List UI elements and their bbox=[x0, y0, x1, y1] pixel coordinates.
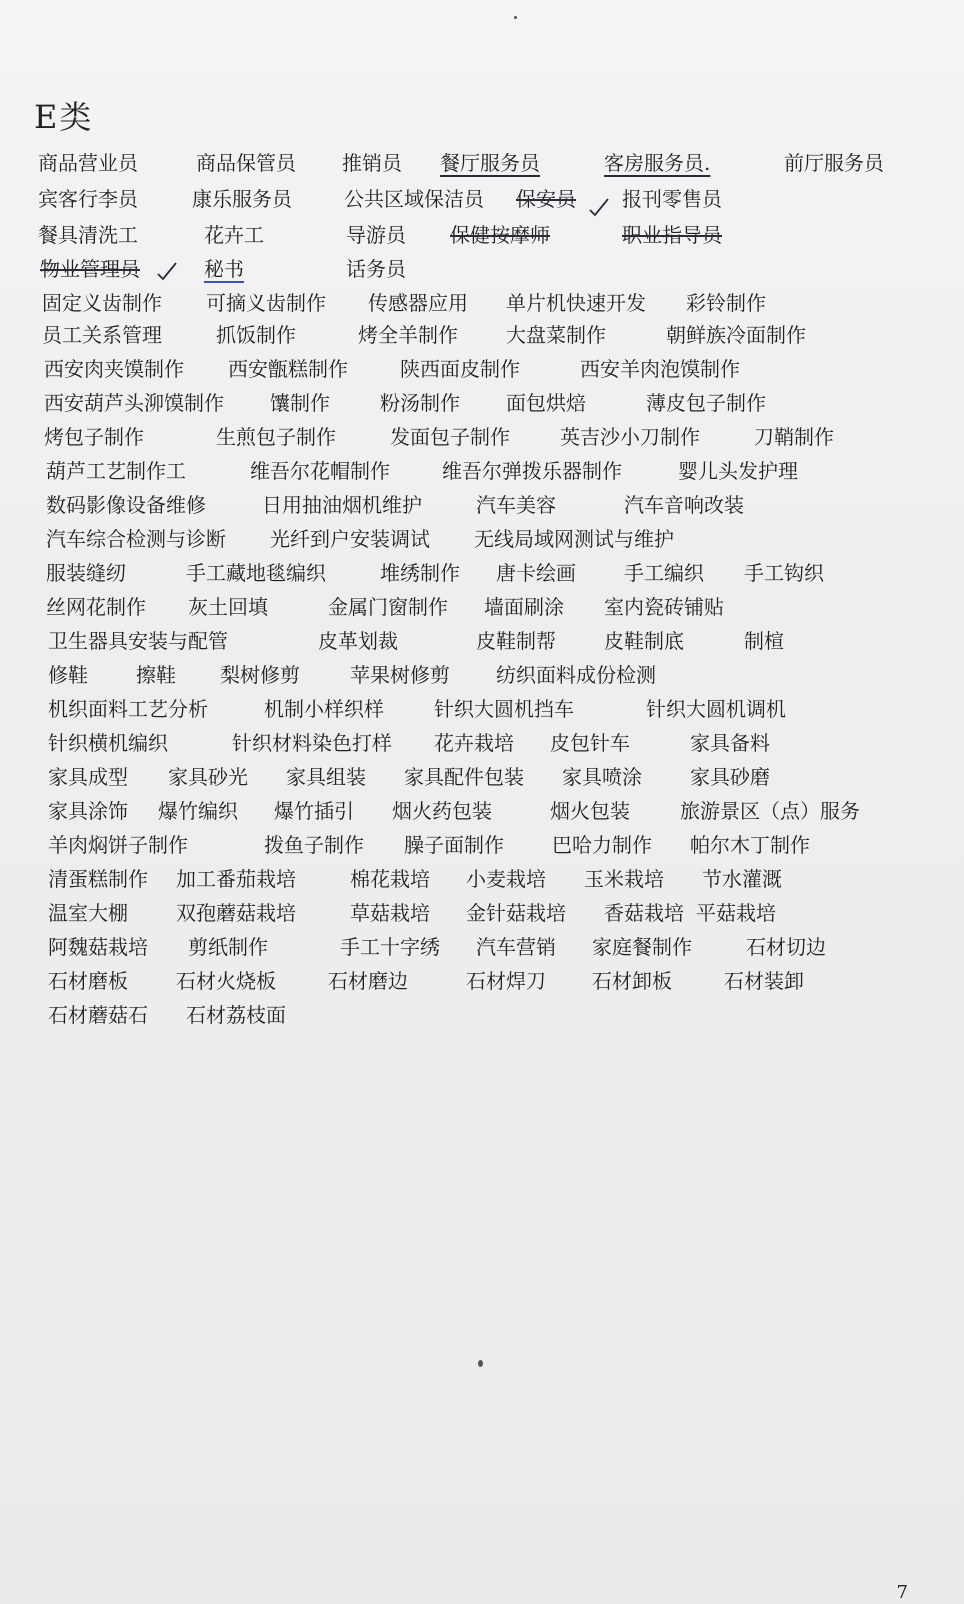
pen-check-icon bbox=[156, 260, 178, 282]
list-row bbox=[0, 900, 964, 930]
occupation-item: 大盘菜制作 bbox=[506, 323, 606, 347]
occupation-item: 公共区域保洁员 bbox=[344, 187, 484, 211]
occupation-item: 汽车音响改装 bbox=[624, 493, 744, 517]
occupation-item: 石材火烧板 bbox=[176, 969, 276, 993]
list-row bbox=[0, 798, 964, 828]
occupation-item: 数码影像设备维修 bbox=[46, 493, 206, 517]
occupation-item: 皮鞋制底 bbox=[604, 629, 684, 653]
list-row bbox=[0, 526, 964, 556]
occupation-item: 机制小样织样 bbox=[264, 697, 384, 721]
occupation-item: 拨鱼子制作 bbox=[264, 833, 364, 857]
occupation-item: 阿魏菇栽培 bbox=[48, 935, 148, 959]
paper-speck bbox=[514, 16, 517, 19]
list-row bbox=[0, 560, 964, 590]
list-row bbox=[0, 458, 964, 488]
occupation-item: 家具配件包装 bbox=[404, 765, 524, 789]
occupation-item: 员工关系管理 bbox=[42, 323, 162, 347]
occupation-item: 面包烘焙 bbox=[506, 391, 586, 415]
occupation-item: 石材焊刀 bbox=[466, 969, 546, 993]
occupation-item: 针织大圆机调机 bbox=[646, 697, 786, 721]
occupation-item: 传感器应用 bbox=[368, 291, 468, 315]
occupation-item: 西安肉夹馍制作 bbox=[44, 357, 184, 381]
occupation-item: 手工藏地毯编织 bbox=[186, 561, 326, 585]
occupation-item: 餐厅服务员 bbox=[440, 151, 540, 175]
list-row bbox=[0, 764, 964, 794]
occupation-item: 烟火包装 bbox=[550, 799, 630, 823]
occupation-item: 发面包子制作 bbox=[390, 425, 510, 449]
list-row bbox=[0, 934, 964, 964]
occupation-item: 石材卸板 bbox=[592, 969, 672, 993]
occupation-item: 清蛋糕制作 bbox=[48, 867, 148, 891]
occupation-item: 彩铃制作 bbox=[686, 291, 766, 315]
occupation-item: 抓饭制作 bbox=[216, 323, 296, 347]
list-row bbox=[0, 594, 964, 624]
occupation-item: 堆绣制作 bbox=[380, 561, 460, 585]
occupation-item: 针织横机编织 bbox=[48, 731, 168, 755]
occupation-item: 报刊零售员 bbox=[622, 187, 722, 211]
occupation-item: 帕尔木丁制作 bbox=[690, 833, 810, 857]
occupation-item: 花卉栽培 bbox=[434, 731, 514, 755]
occupation-item: 日用抽油烟机维护 bbox=[262, 493, 422, 517]
occupation-item: 金属门窗制作 bbox=[328, 595, 448, 619]
occupation-item: 光纤到户安装调试 bbox=[270, 527, 430, 551]
occupation-item: 粉汤制作 bbox=[380, 391, 460, 415]
occupation-item: 巴哈力制作 bbox=[552, 833, 652, 857]
occupation-item: 丝网花制作 bbox=[46, 595, 146, 619]
list-row bbox=[0, 424, 964, 454]
occupation-item: 婴儿头发护理 bbox=[678, 459, 798, 483]
occupation-item: 汽车综合检测与诊断 bbox=[46, 527, 226, 551]
list-row bbox=[0, 256, 964, 286]
occupation-item: 唐卡绘画 bbox=[496, 561, 576, 585]
occupation-item: 馕制作 bbox=[270, 391, 330, 415]
occupation-item: 烤包子制作 bbox=[44, 425, 144, 449]
occupation-item: 金针菇栽培 bbox=[466, 901, 566, 925]
occupation-item: 家具备料 bbox=[690, 731, 770, 755]
occupation-item: 纺织面料成份检测 bbox=[496, 663, 656, 687]
list-row bbox=[0, 222, 964, 252]
occupation-item: 家具喷涂 bbox=[562, 765, 642, 789]
list-row bbox=[0, 696, 964, 726]
list-row bbox=[0, 662, 964, 692]
occupation-item: 爆竹编织 bbox=[158, 799, 238, 823]
occupation-item: 羊肉焖饼子制作 bbox=[48, 833, 188, 857]
occupation-item: 苹果树修剪 bbox=[350, 663, 450, 687]
occupation-item: 餐具清洗工 bbox=[38, 223, 138, 247]
occupation-item: 导游员 bbox=[346, 223, 406, 247]
occupation-item: 草菇栽培 bbox=[350, 901, 430, 925]
occupation-item: 宾客行李员 bbox=[38, 187, 138, 211]
occupation-item: 擦鞋 bbox=[136, 663, 176, 687]
occupation-item: 薄皮包子制作 bbox=[646, 391, 766, 415]
occupation-item: 皮包针车 bbox=[550, 731, 630, 755]
occupation-item: 皮革划裁 bbox=[318, 629, 398, 653]
list-row bbox=[0, 492, 964, 522]
occupation-item: 商品保管员 bbox=[196, 151, 296, 175]
occupation-item: 家庭餐制作 bbox=[592, 935, 692, 959]
occupation-item: 温室大棚 bbox=[48, 901, 128, 925]
occupation-item: 葫芦工艺制作工 bbox=[46, 459, 186, 483]
occupation-item: 灰土回填 bbox=[188, 595, 268, 619]
occupation-item: 可摘义齿制作 bbox=[206, 291, 326, 315]
occupation-item: 单片机快速开发 bbox=[506, 291, 646, 315]
paper-speck bbox=[478, 1360, 483, 1367]
occupation-item: 刀鞘制作 bbox=[754, 425, 834, 449]
occupation-item: 爆竹插引 bbox=[274, 799, 354, 823]
occupation-item: 家具涂饰 bbox=[48, 799, 128, 823]
occupation-item: 服装缝纫 bbox=[46, 561, 126, 585]
occupation-item: 英吉沙小刀制作 bbox=[560, 425, 700, 449]
occupation-item: 家具组装 bbox=[286, 765, 366, 789]
occupation-item: 针织材料染色打样 bbox=[232, 731, 392, 755]
occupation-item: 石材切边 bbox=[746, 935, 826, 959]
occupation-item: 修鞋 bbox=[48, 663, 88, 687]
list-row bbox=[0, 356, 964, 386]
page-number: 7 bbox=[896, 1582, 908, 1603]
occupation-item: 花卉工 bbox=[204, 223, 264, 247]
occupation-item: 玉米栽培 bbox=[584, 867, 664, 891]
occupation-item: 双孢蘑菇栽培 bbox=[176, 901, 296, 925]
occupation-item: 加工番茄栽培 bbox=[176, 867, 296, 891]
occupation-item: 机织面料工艺分析 bbox=[48, 697, 208, 721]
occupation-item: 石材磨板 bbox=[48, 969, 128, 993]
occupation-item: 推销员 bbox=[342, 151, 402, 175]
list-row bbox=[0, 730, 964, 760]
list-row bbox=[0, 150, 964, 180]
list-row bbox=[0, 832, 964, 862]
occupation-item: 汽车营销 bbox=[476, 935, 556, 959]
occupation-item: 西安葫芦头泖馍制作 bbox=[44, 391, 224, 415]
occupation-item: 平菇栽培 bbox=[696, 901, 776, 925]
list-row bbox=[0, 186, 964, 216]
occupation-item: 职业指导员 bbox=[622, 223, 722, 247]
occupation-item: 香菇栽培 bbox=[604, 901, 684, 925]
occupation-item: 手工钩织 bbox=[744, 561, 824, 585]
occupation-item: 针织大圆机挡车 bbox=[434, 697, 574, 721]
occupation-item: 保健按摩师 bbox=[450, 223, 550, 247]
occupation-item: 客房服务员. bbox=[604, 151, 711, 175]
occupation-item: 无线局域网测试与维护 bbox=[474, 527, 674, 551]
occupation-item: 话务员 bbox=[346, 257, 406, 281]
occupation-item: 皮鞋制帮 bbox=[476, 629, 556, 653]
category-heading: E类 bbox=[34, 98, 94, 136]
list-row bbox=[0, 968, 964, 998]
occupation-item: 烟火药包装 bbox=[392, 799, 492, 823]
list-row bbox=[0, 390, 964, 420]
list-row bbox=[0, 322, 964, 352]
occupation-item: 前厅服务员 bbox=[784, 151, 884, 175]
occupation-item: 家具砂磨 bbox=[690, 765, 770, 789]
occupation-item: 维吾尔弹拨乐器制作 bbox=[442, 459, 622, 483]
occupation-item: 保安员 bbox=[516, 187, 576, 211]
occupation-item: 旅游景区（点）服务 bbox=[680, 799, 860, 823]
occupation-item: 陕西面皮制作 bbox=[400, 357, 520, 381]
occupation-item: 西安羊肉泡馍制作 bbox=[580, 357, 740, 381]
occupation-item: 物业管理员 bbox=[40, 257, 140, 281]
occupation-item: 棉花栽培 bbox=[350, 867, 430, 891]
occupation-item: 手工十字绣 bbox=[340, 935, 440, 959]
occupation-item: 臊子面制作 bbox=[404, 833, 504, 857]
occupation-item: 维吾尔花帽制作 bbox=[250, 459, 390, 483]
pen-check-icon bbox=[588, 196, 610, 218]
occupation-item: 康乐服务员 bbox=[192, 187, 292, 211]
occupation-item: 固定义齿制作 bbox=[42, 291, 162, 315]
occupation-item: 剪纸制作 bbox=[188, 935, 268, 959]
list-row bbox=[0, 866, 964, 896]
list-row bbox=[0, 628, 964, 658]
list-row bbox=[0, 290, 964, 320]
occupation-item: 制楦 bbox=[744, 629, 784, 653]
occupation-item: 朝鲜族冷面制作 bbox=[666, 323, 806, 347]
occupation-item: 烤全羊制作 bbox=[358, 323, 458, 347]
occupation-item: 家具砂光 bbox=[168, 765, 248, 789]
occupation-item: 西安甑糕制作 bbox=[228, 357, 348, 381]
occupation-item: 汽车美容 bbox=[476, 493, 556, 517]
occupation-item: 节水灌溉 bbox=[702, 867, 782, 891]
occupation-item: 石材蘑菇石 bbox=[48, 1003, 148, 1027]
occupation-item: 梨树修剪 bbox=[220, 663, 300, 687]
occupation-item: 墙面刷涂 bbox=[484, 595, 564, 619]
occupation-item: 商品营业员 bbox=[38, 151, 138, 175]
occupation-item: 室内瓷砖铺贴 bbox=[604, 595, 724, 619]
occupation-item: 石材装卸 bbox=[724, 969, 804, 993]
occupation-item: 秘书 bbox=[204, 257, 244, 281]
list-row bbox=[0, 1002, 964, 1032]
occupation-item: 小麦栽培 bbox=[466, 867, 546, 891]
occupation-item: 生煎包子制作 bbox=[216, 425, 336, 449]
occupation-item: 石材荔枝面 bbox=[186, 1003, 286, 1027]
occupation-item: 手工编织 bbox=[624, 561, 704, 585]
occupation-item: 卫生器具安装与配管 bbox=[48, 629, 228, 653]
occupation-item: 石材磨边 bbox=[328, 969, 408, 993]
occupation-item: 家具成型 bbox=[48, 765, 128, 789]
